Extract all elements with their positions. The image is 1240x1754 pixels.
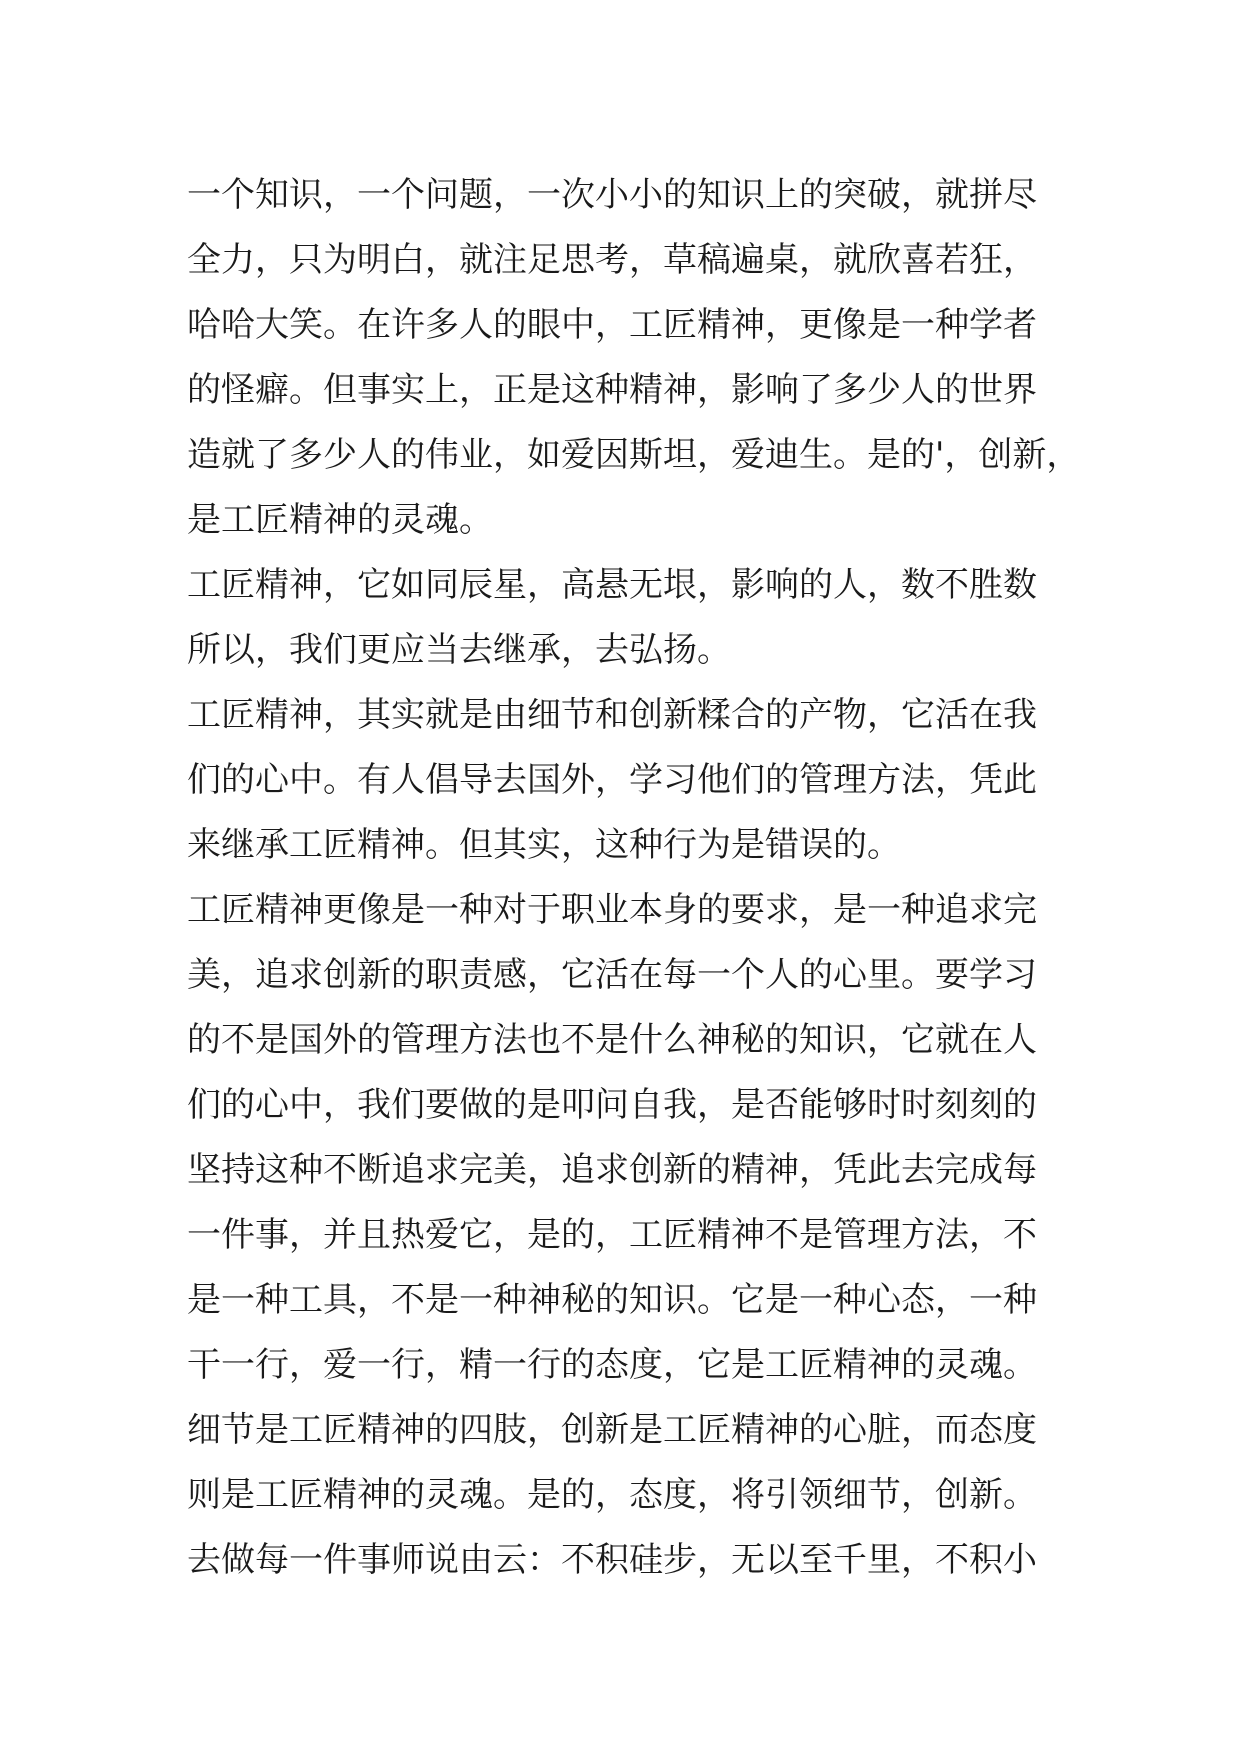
- text-line-12: 工匠精神更像是一种对于职业本身的要求，是一种追求完: [187, 890, 1037, 930]
- text-line-1: 一个知识，一个问题，一次小小的知识上的突破，就拼尽: [187, 175, 1037, 215]
- text-line-8: 所以，我们更应当去继承，去弘扬。: [187, 630, 731, 670]
- text-line-16: 坚持这种不断追求完美，追求创新的精神，凭此去完成每: [187, 1150, 1037, 1190]
- text-line-19: 干一行，爱一行，精一行的态度，它是工匠精神的灵魂。: [187, 1345, 1037, 1385]
- text-line-7: 工匠精神，它如同辰星，高悬无垠，影响的人，数不胜数: [187, 565, 1037, 605]
- text-line-5: 造就了多少人的伟业，如爱因斯坦，爱迪生。是的'，创新，: [187, 435, 1081, 475]
- text-line-21: 则是工匠精神的灵魂。是的，态度，将引领细节，创新。: [187, 1475, 1037, 1515]
- text-line-11: 来继承工匠精神。但其实，这种行为是错误的。: [187, 825, 901, 865]
- text-line-10: 们的心中。有人倡导去国外，学习他们的管理方法，凭此: [187, 760, 1037, 800]
- text-line-20: 细节是工匠精神的四肢，创新是工匠精神的心脏，而态度: [187, 1410, 1037, 1450]
- text-line-22: 去做每一件事师说由云：不积硅步，无以至千里，不积小: [187, 1540, 1037, 1580]
- text-line-9: 工匠精神，其实就是由细节和创新糅合的产物，它活在我: [187, 695, 1037, 735]
- essay-body: [187, 163, 1087, 1593]
- text-line-14: 的不是国外的管理方法也不是什么神秘的知识，它就在人: [187, 1020, 1037, 1060]
- text-line-4: 的怪癖。但事实上，正是这种精神，影响了多少人的世界: [187, 370, 1037, 410]
- text-line-15: 们的心中，我们要做的是叩问自我，是否能够时时刻刻的: [187, 1085, 1037, 1125]
- text-line-18: 是一种工具，不是一种神秘的知识。它是一种心态，一种: [187, 1280, 1037, 1320]
- text-line-6: 是工匠精神的灵魂。: [187, 500, 493, 540]
- text-line-3: 哈哈大笑。在许多人的眼中，工匠精神，更像是一种学者: [187, 305, 1037, 345]
- text-line-17: 一件事，并且热爱它，是的，工匠精神不是管理方法，不: [187, 1215, 1037, 1255]
- text-line-2: 全力，只为明白，就注足思考，草稿遍桌，就欣喜若狂，: [187, 240, 1037, 280]
- text-line-13: 美，追求创新的职责感，它活在每一个人的心里。要学习: [187, 955, 1037, 995]
